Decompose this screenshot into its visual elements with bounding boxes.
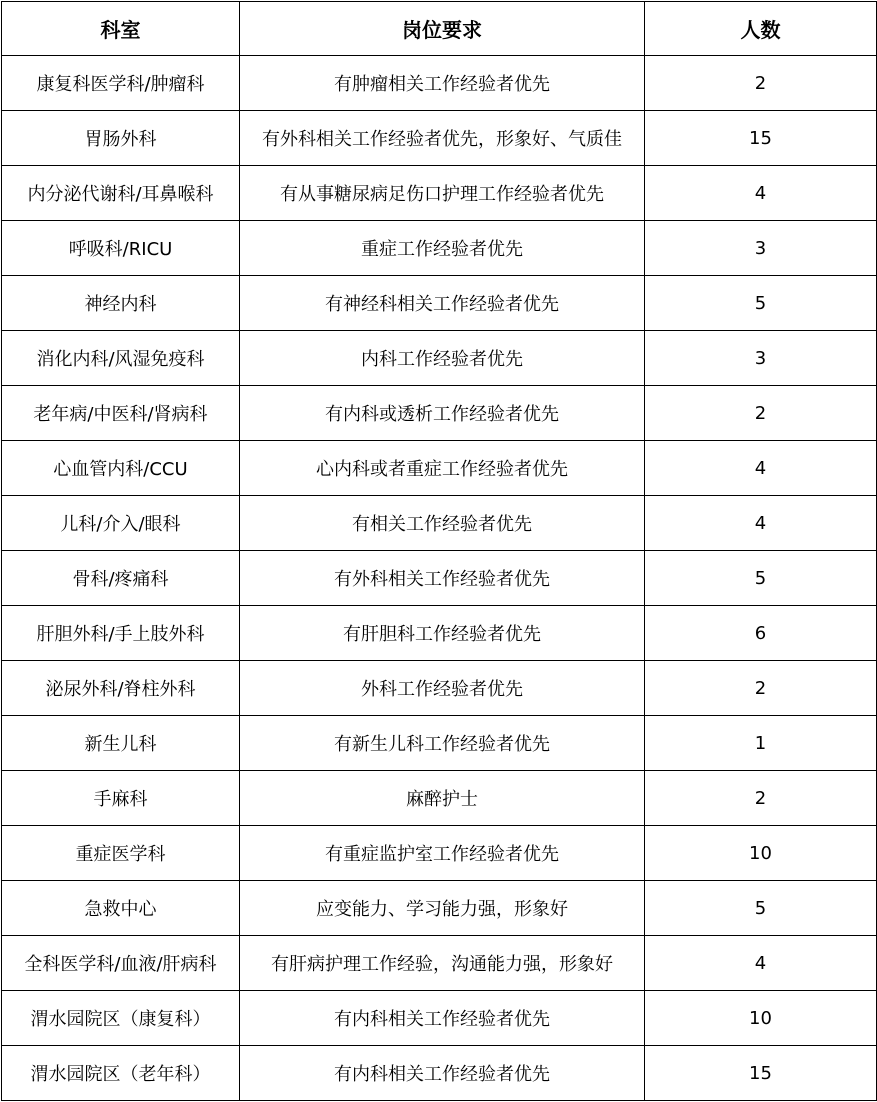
department-cell: 内分泌代谢科/耳鼻喉科 — [2, 166, 240, 221]
requirement-cell: 有相关工作经验者优先 — [240, 496, 645, 551]
count-cell: 3 — [645, 221, 877, 276]
requirement-cell: 心内科或者重症工作经验者优先 — [240, 441, 645, 496]
table-row — [2, 331, 877, 386]
department-cell: 呼吸科/RICU — [2, 221, 240, 276]
header-requirement: 岗位要求 — [240, 2, 645, 56]
department-cell: 急救中心 — [2, 881, 240, 936]
table-row — [2, 496, 877, 551]
department-cell: 骨科/疼痛科 — [2, 551, 240, 606]
department-cell: 胃肠外科 — [2, 111, 240, 166]
department-cell: 泌尿外科/脊柱外科 — [2, 661, 240, 716]
department-cell: 渭水园院区（老年科） — [2, 1046, 240, 1101]
requirement-cell: 有外科相关工作经验者优先 — [240, 551, 645, 606]
count-cell: 6 — [645, 606, 877, 661]
table-row — [2, 661, 877, 716]
table-row — [2, 111, 877, 166]
count-cell: 10 — [645, 991, 877, 1046]
requirement-cell: 有从事糖尿病足伤口护理工作经验者优先 — [240, 166, 645, 221]
table-row — [2, 56, 877, 111]
requirement-cell: 有新生儿科工作经验者优先 — [240, 716, 645, 771]
count-cell: 10 — [645, 826, 877, 881]
requirement-cell: 有内科相关工作经验者优先 — [240, 1046, 645, 1101]
department-cell: 消化内科/风湿免疫科 — [2, 331, 240, 386]
table-row — [2, 386, 877, 441]
requirement-cell: 有内科或透析工作经验者优先 — [240, 386, 645, 441]
table-row — [2, 991, 877, 1046]
department-cell: 肝胆外科/手上肢外科 — [2, 606, 240, 661]
table-row — [2, 221, 877, 276]
count-cell: 15 — [645, 1046, 877, 1101]
department-cell: 心血管内科/CCU — [2, 441, 240, 496]
count-cell: 4 — [645, 496, 877, 551]
count-cell: 4 — [645, 166, 877, 221]
count-cell: 1 — [645, 716, 877, 771]
count-cell: 2 — [645, 661, 877, 716]
requirement-cell: 有肝胆科工作经验者优先 — [240, 606, 645, 661]
department-cell: 全科医学科/血液/肝病科 — [2, 936, 240, 991]
requirement-cell: 有肝病护理工作经验，沟通能力强，形象好 — [240, 936, 645, 991]
requirement-cell: 内科工作经验者优先 — [240, 331, 645, 386]
requirement-cell: 麻醉护士 — [240, 771, 645, 826]
requirement-cell: 重症工作经验者优先 — [240, 221, 645, 276]
department-cell: 手麻科 — [2, 771, 240, 826]
count-cell: 3 — [645, 331, 877, 386]
department-cell: 重症医学科 — [2, 826, 240, 881]
count-cell: 5 — [645, 276, 877, 331]
table-row — [2, 606, 877, 661]
department-cell: 新生儿科 — [2, 716, 240, 771]
table-row — [2, 936, 877, 991]
header-department: 科室 — [2, 2, 240, 56]
table-row — [2, 441, 877, 496]
requirement-cell: 有外科相关工作经验者优先，形象好、气质佳 — [240, 111, 645, 166]
table-row — [2, 771, 877, 826]
table-row — [2, 881, 877, 936]
count-cell: 2 — [645, 771, 877, 826]
department-cell: 儿科/介入/眼科 — [2, 496, 240, 551]
department-cell: 老年病/中医科/肾病科 — [2, 386, 240, 441]
count-cell: 2 — [645, 386, 877, 441]
recruitment-table — [1, 1, 877, 1101]
requirement-cell: 有神经科相关工作经验者优先 — [240, 276, 645, 331]
table-row — [2, 716, 877, 771]
count-cell: 5 — [645, 551, 877, 606]
requirement-cell: 有重症监护室工作经验者优先 — [240, 826, 645, 881]
department-cell: 康复科医学科/肿瘤科 — [2, 56, 240, 111]
count-cell: 4 — [645, 936, 877, 991]
table-row — [2, 551, 877, 606]
count-cell: 4 — [645, 441, 877, 496]
table-row — [2, 166, 877, 221]
count-cell: 2 — [645, 56, 877, 111]
department-cell: 神经内科 — [2, 276, 240, 331]
count-cell: 15 — [645, 111, 877, 166]
requirement-cell: 应变能力、学习能力强，形象好 — [240, 881, 645, 936]
requirement-cell: 有内科相关工作经验者优先 — [240, 991, 645, 1046]
header-row — [2, 2, 877, 56]
table-row — [2, 276, 877, 331]
table-row — [2, 826, 877, 881]
requirement-cell: 外科工作经验者优先 — [240, 661, 645, 716]
requirement-cell: 有肿瘤相关工作经验者优先 — [240, 56, 645, 111]
table-row — [2, 1046, 877, 1101]
header-count: 人数 — [645, 2, 877, 56]
department-cell: 渭水园院区（康复科） — [2, 991, 240, 1046]
count-cell: 5 — [645, 881, 877, 936]
